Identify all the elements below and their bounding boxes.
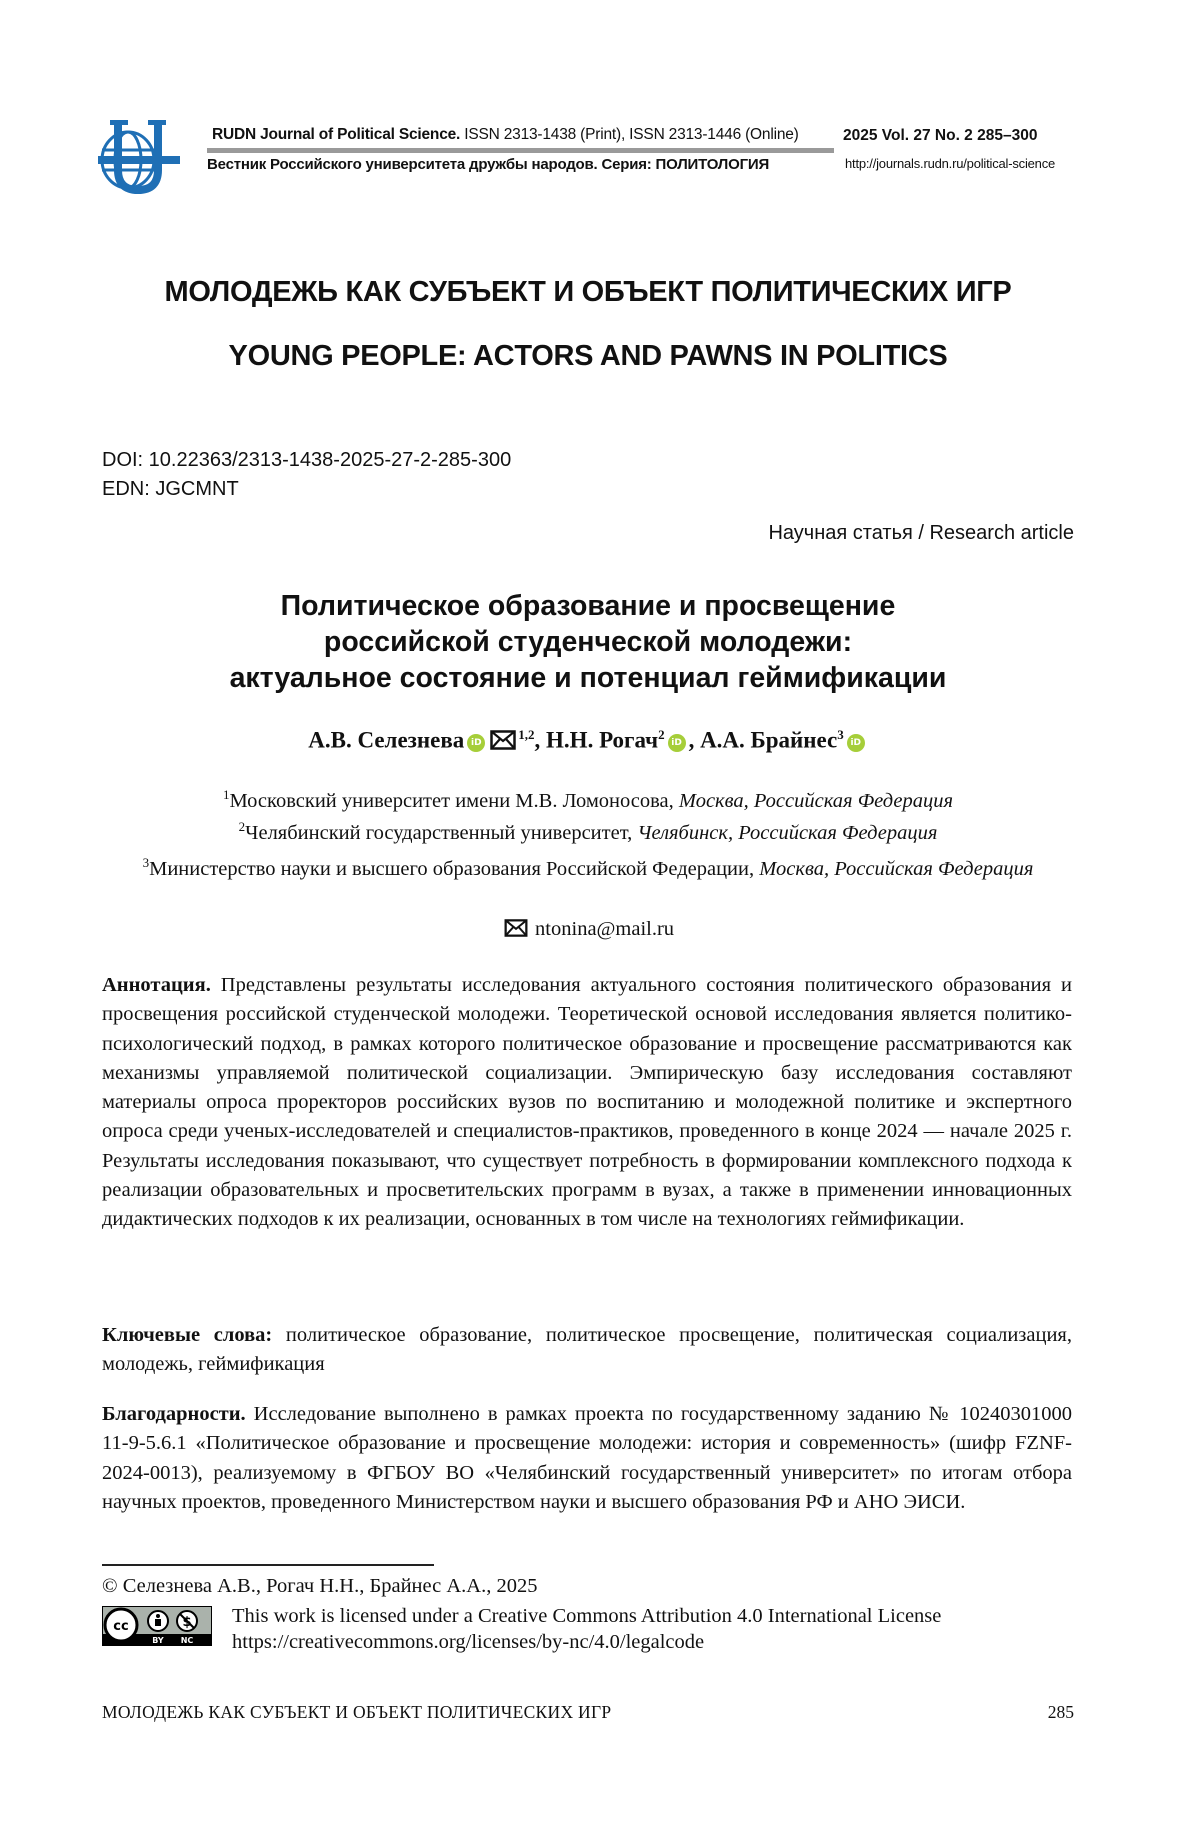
article-title [0,588,1176,696]
license-text: This work is licensed under a Creative Commons Attribution 4.0 International License [232,1603,941,1629]
keywords-text: политическое образование, политическое просвещение, политическая социализация, молодежь, геймификация [102,1324,1072,1375]
article-title-line: российской студенческой молодежи: [0,624,1176,660]
authors [0,727,1176,754]
footnote-rule [102,1564,434,1566]
page-number: 285 [1048,1702,1074,1723]
svg-text:cc: cc [113,1619,128,1634]
affiliation-number: 1 [223,787,230,802]
issue-info: 2025 Vol. 27 No. 2 285–300 [843,127,1037,145]
copyright: © Селезнева А.В., Рогач Н.Н., Брайнес А.А., 2025 [102,1575,537,1598]
affiliation-place: Челябинск, Российская Федерация [637,822,937,844]
affiliation-name: Челябинский государственный университет, [245,822,637,844]
author-1: А.В. Селезнева [308,728,464,753]
affiliation-2 [130,811,1046,849]
rudn-logo-icon [98,120,180,198]
cc-by-nc-badge-icon[interactable] [102,1606,212,1646]
affiliation-number: 3 [143,855,150,870]
abstract [102,971,1072,1235]
author-2-affiliation: 2 [658,727,665,742]
acknowledgements-text: Исследование выполнено в рамках проекта по государственному заданию № 10240301000 11-9-5.6.1 «Политическое образование и просвещение молодежи: история и современность» (шифр FZNF-2024-0013), реализуемому в ФГБОУ ВО «Челябинский государственный университет» по итогам отбора научных проектов, проведенного Министерством науки и высшего образования РФ и АНО ЭИСИ. [102,1403,1072,1513]
orcid-icon[interactable]: iD [847,734,865,752]
section-title-ru: МОЛОДЕЖЬ КАК СУБЪЕКТ И ОБЪЕКТ ПОЛИТИЧЕСКИХ ИГР [0,276,1176,309]
badge-by-label: BY [152,1636,164,1645]
affiliation-place: Москва, Российская Федерация [759,858,1033,880]
journal-title-ru: Вестник Российского университета дружбы народов. Серия: ПОЛИТОЛОГИЯ [207,156,769,173]
license [232,1603,941,1655]
journal-name-en: RUDN Journal of Political Science. [212,126,460,143]
identifiers [102,446,511,504]
running-title: МОЛОДЕЖЬ КАК СУБЪЕКТ И ОБЪЕКТ ПОЛИТИЧЕСКИХ ИГР [102,1702,611,1723]
article-title-line: Политическое образование и просвещение [0,588,1176,624]
email-link[interactable]: ntonina@mail.ru [535,918,674,940]
journal-issn: ISSN 2313-1438 (Print), ISSN 2313-1446 (Online) [460,126,798,143]
article-type: Научная статья / Research article [768,522,1074,545]
keywords [102,1321,1072,1380]
journal-url[interactable]: http://journals.rudn.ru/political-science [845,156,1055,171]
section-title-en: YOUNG PEOPLE: ACTORS AND PAWNS IN POLITICS [0,340,1176,373]
affiliation-place: Москва, Российская Федерация [679,790,953,812]
keywords-label: Ключевые слова: [102,1324,272,1346]
license-link[interactable]: https://creativecommons.org/licenses/by-nc/4.0/legalcode [232,1629,941,1655]
badge-nc-label: NC [181,1636,194,1645]
envelope-icon[interactable] [490,730,516,750]
affiliation-name: Московский университет имени М.В. Ломоносова, [229,790,678,812]
svg-text:$: $ [182,1615,191,1630]
edn: EDN: JGCMNT [102,475,511,504]
orcid-icon[interactable]: iD [467,734,485,752]
affiliation-number: 2 [239,819,246,834]
affiliation-3 [130,849,1046,883]
acknowledgements [102,1400,1072,1517]
article-title-line: актуальное состояние и потенциал геймификации [0,660,1176,696]
orcid-icon[interactable]: iD [668,734,686,752]
journal-title-en [212,126,799,144]
abstract-label: Аннотация. [102,974,211,996]
affiliation-name: Министерство науки и высшего образования Российской Федерации, [149,858,759,880]
header-rule [207,148,834,153]
abstract-text: Представлены результаты исследования актуального состояния политического образования и просвещения российской студенческой молодежи. Теоретической основой исследования является политико-психологический подход, в рамках которого политическое образование и просвещение рассматриваются как механизмы управляемой политической социализации. Эмпирическую базу исследования составляют материалы опроса проректоров российских вузов по воспитанию и молодежной политике и экспертного опроса среди ученых-исследователей и специалистов-практиков, проведенного в конце 2024 — начале 2025 г. Результаты исследования показывают, что существует потребность в формировании комплексного подхода к реализации образовательных и просветительских программ в вузах, а также в применении инновационных дидактических подходов к их реализации, основанных в том числе на технологиях геймификации. [102,974,1072,1230]
author-2: , Н.Н. Рогач [535,728,659,753]
envelope-icon [504,919,528,937]
author-3-affiliation: 3 [837,727,844,742]
corresponding-email [0,918,1176,941]
doi[interactable]: DOI: 10.22363/2313-1438-2025-27-2-285-300 [102,446,511,475]
author-1-affiliation: 1,2 [518,727,534,742]
author-3: , А.А. Брайнес [689,728,838,753]
acknowledgements-label: Благодарности. [102,1403,246,1425]
